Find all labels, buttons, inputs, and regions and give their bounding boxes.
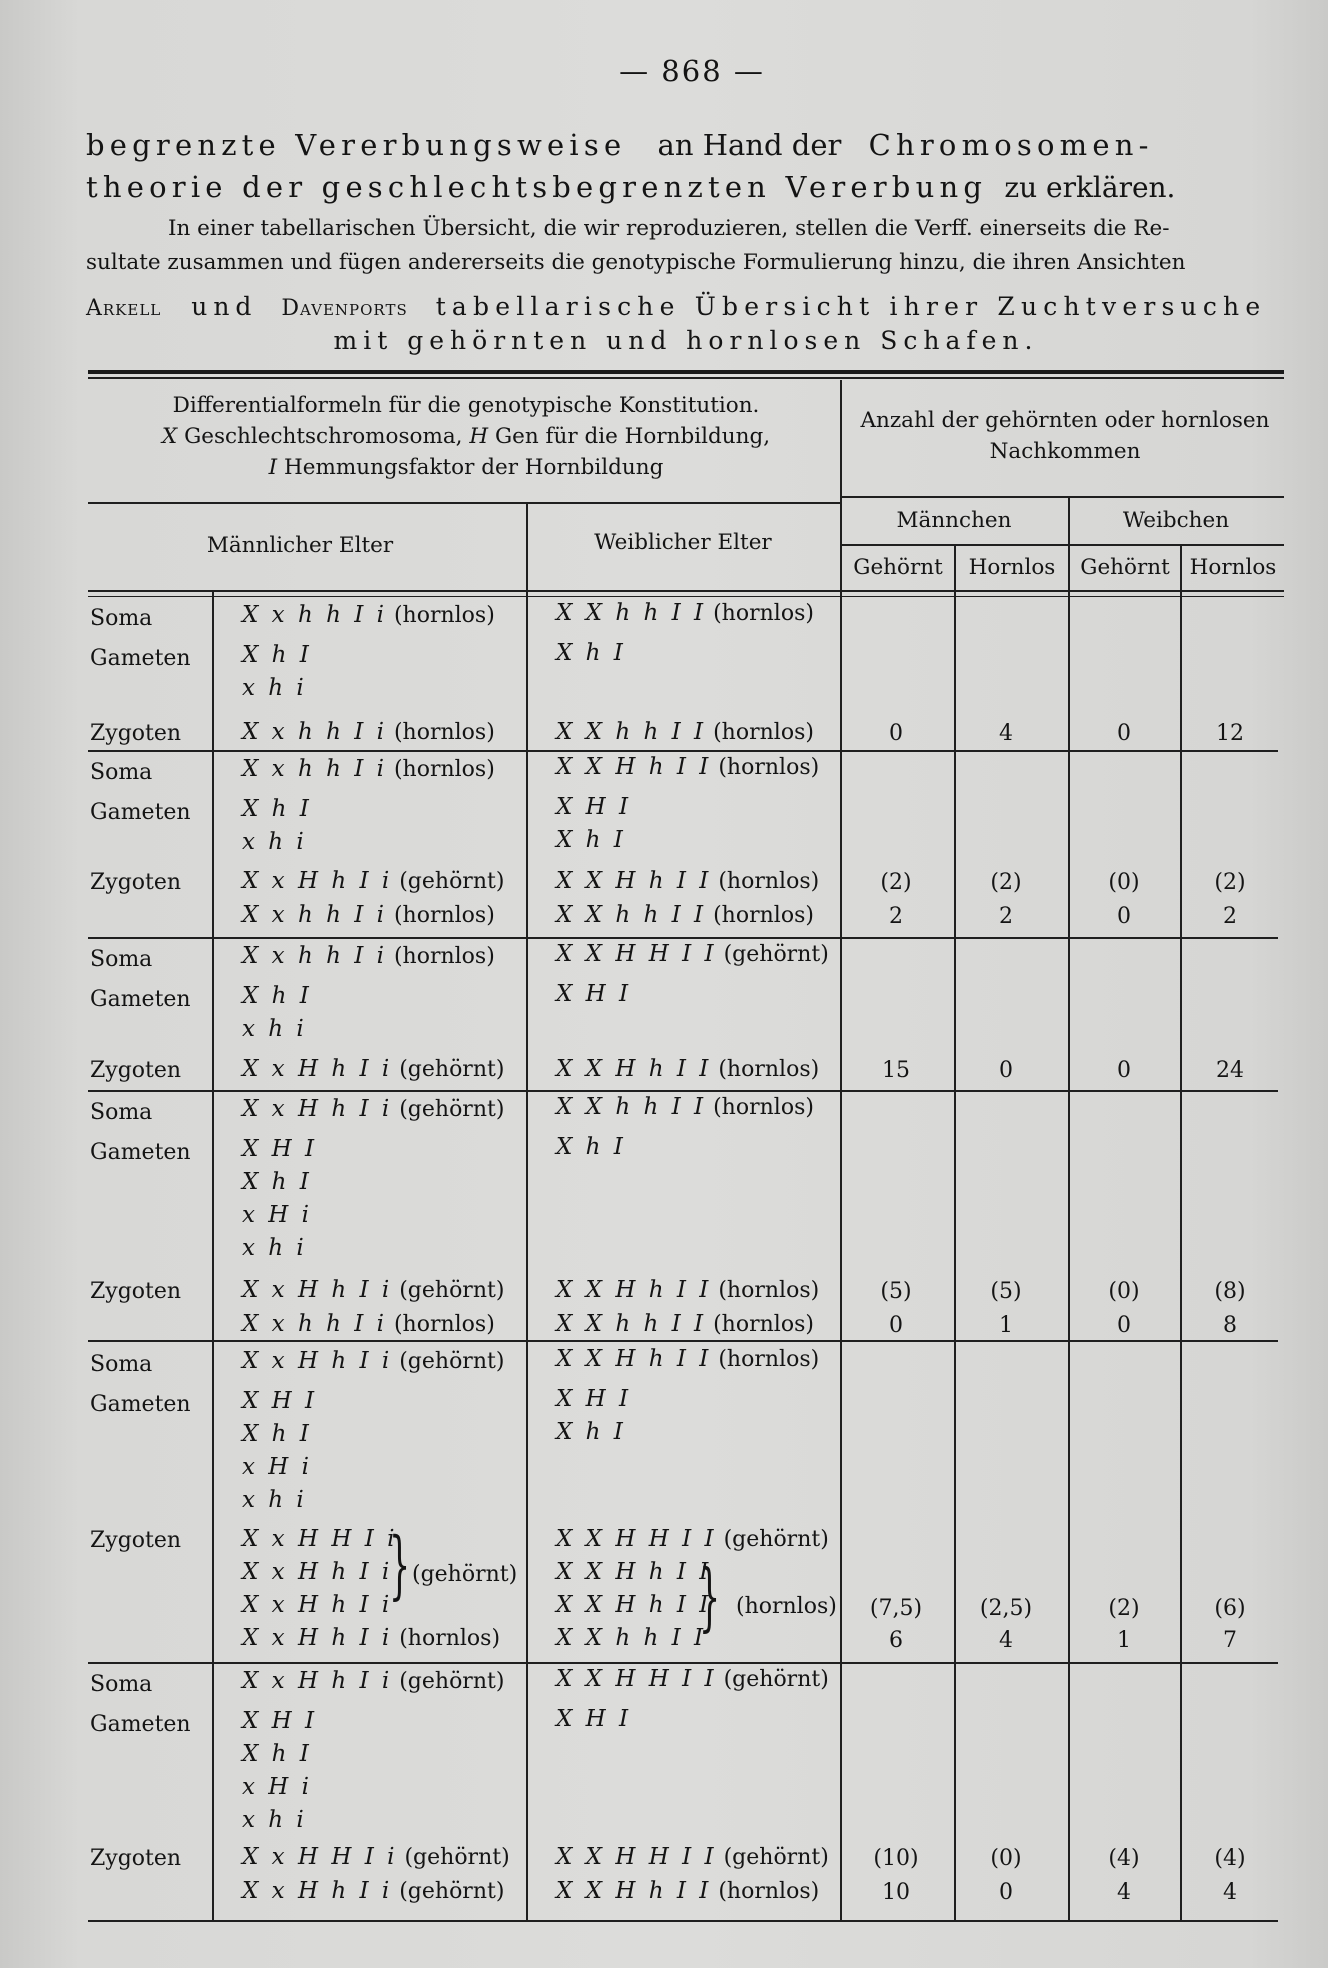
genotype-formula: X x H h I i (242, 1348, 393, 1374)
row-label-gameten: Gameten (90, 987, 191, 1012)
brace-icon: } (698, 1554, 721, 1640)
offspring-count: (0) (1108, 1279, 1140, 1304)
col-divider (1068, 498, 1070, 1920)
genotype-formula: X h I (556, 1419, 626, 1445)
offspring-count: (6) (1214, 1596, 1246, 1621)
genotype-formula: x h i (242, 1016, 307, 1042)
phenotype-label: (gehörnt) (392, 869, 505, 894)
genotype-formula: X X H h I I (556, 1277, 712, 1303)
phenotype-label: (hornlos) (711, 755, 820, 780)
phenotype-label: (gehörnt) (412, 1562, 518, 1587)
male-gamete (242, 1134, 317, 1165)
phenotype-label: (hornlos) (386, 757, 495, 782)
male-zygote (242, 1524, 397, 1555)
phenotype-label: (hornlos) (706, 903, 814, 928)
genotype-formula: X x h h I i (242, 719, 387, 745)
row-label-gameten: Gameten (90, 1392, 191, 1417)
male-gamete (242, 1452, 312, 1483)
male-gamete (242, 1485, 307, 1516)
female-zygote (556, 1275, 819, 1306)
female-zygote (556, 1623, 706, 1654)
genotype-formula: X x h h I i (242, 1311, 387, 1337)
phenotype-label: (gehörnt) (716, 942, 829, 967)
offspring-count: (2) (1108, 1596, 1140, 1621)
genotype-formula: X H I (242, 1388, 318, 1414)
anzahl-header: Anzahl der gehörnten oder hornlosen Nachkommen (860, 408, 1270, 464)
female-zygote (556, 866, 819, 897)
row-label-zygoten: Zygoten (90, 721, 182, 746)
maennlicher-elter-header: Männlicher Elter (206, 533, 394, 558)
genotype-formula: X x H h I i (242, 1096, 393, 1122)
phenotype-label: (hornlos) (736, 1594, 837, 1619)
genotype-formula: X h I (242, 642, 312, 668)
row-label-zygoten: Zygoten (90, 1846, 182, 1871)
gehoernt-w-header: Gehörnt (1080, 555, 1170, 580)
female-gamete (556, 825, 626, 856)
intro-line-4: sultate zusammen und fügen andererseits die genotypische Formulierung hinzu, die ihren Ansichten (86, 250, 1186, 275)
female-zygote (556, 1876, 819, 1907)
genotype-formula: X x H H I i (242, 1844, 398, 1870)
row-label-gameten: Gameten (90, 800, 191, 825)
genotype-formula: X x H h I i (242, 1668, 393, 1694)
hornlos-w-header: Hornlos (1189, 555, 1277, 580)
offspring-count: 0 (999, 1880, 1013, 1905)
genotype-formula: X H I (242, 1708, 318, 1734)
header-rule (88, 590, 1284, 592)
brace-icon: } (388, 1522, 411, 1608)
female-gamete (556, 1132, 626, 1163)
genotype-formula: X x H h I i (242, 1625, 393, 1651)
genotype-formula: X X H H I I (556, 941, 717, 967)
male-gamete (242, 1386, 317, 1417)
male-gamete (242, 1419, 312, 1450)
phenotype-label: (gehörnt) (392, 1349, 505, 1374)
phenotype-label: (hornlos) (386, 720, 495, 745)
row-label-soma: Soma (90, 947, 153, 972)
col-divider (840, 380, 842, 1920)
phenotype-label: (hornlos) (392, 1626, 501, 1651)
offspring-count: 7 (1223, 1628, 1237, 1653)
row-label-gameten: Gameten (90, 1712, 191, 1737)
genotype-formula: X X H H I I (556, 1844, 717, 1870)
offspring-count: 1 (1117, 1628, 1131, 1653)
genotype-formula: x H i (242, 1774, 313, 1800)
offspring-count: 8 (1223, 1313, 1237, 1338)
offspring-count: 0 (889, 721, 903, 746)
legend-text: Geschlechtschromosoma, (184, 424, 463, 449)
genotype-formula: X X H h I I (556, 1056, 712, 1082)
female-gamete (556, 1417, 626, 1448)
caption-text: und (191, 292, 258, 321)
genotype-formula: X X H H I I (556, 1666, 717, 1692)
offspring-count: (7,5) (869, 1596, 923, 1621)
male-soma (242, 1346, 504, 1377)
male-gamete (242, 673, 307, 704)
female-gamete (556, 1704, 631, 1735)
female-gamete (556, 979, 631, 1010)
row-label-soma: Soma (90, 1672, 153, 1697)
phenotype-label: (hornlos) (386, 603, 495, 628)
offspring-count: 4 (999, 1628, 1013, 1653)
genotype-formula: X x h h I i (242, 902, 387, 928)
offspring-count: 24 (1216, 1058, 1244, 1083)
offspring-count: 0 (1117, 1058, 1131, 1083)
phenotype-label: (hornlos) (711, 1879, 820, 1904)
genotype-formula: X X H h I I (556, 868, 712, 894)
offspring-count: 6 (889, 1628, 903, 1653)
male-zygote (242, 1876, 504, 1907)
phenotype-label: (gehörnt) (716, 1527, 829, 1552)
phenotype-label: (hornlos) (706, 1312, 814, 1337)
offspring-count: (10) (873, 1846, 919, 1871)
phenotype-label: (hornlos) (386, 1312, 495, 1337)
formula-legend-line (96, 452, 836, 483)
phenotype-label: (hornlos) (711, 869, 820, 894)
genotype-formula: X X h h I I (556, 719, 707, 745)
genotype-formula: X x h h I i (242, 602, 387, 628)
maennchen-header: Männchen (896, 508, 1012, 533)
offspring-count: (2) (1214, 870, 1246, 895)
offspring-count: 12 (1216, 721, 1244, 746)
caption-text: mit gehörnten und hornlosen Schafen. (333, 326, 1039, 355)
symbol: H (469, 424, 489, 449)
male-gamete (242, 1014, 307, 1045)
genotype-formula: X h I (556, 827, 626, 853)
offspring-count: 2 (999, 904, 1013, 929)
genotype-formula: x H i (242, 1454, 313, 1480)
genotype-formula: X H I (556, 794, 632, 820)
table-top-rule (88, 370, 1284, 374)
offspring-count: (0) (1108, 870, 1140, 895)
female-gamete (556, 1384, 631, 1415)
male-zygote (242, 866, 504, 897)
intro-text: an Hand der (657, 128, 842, 162)
male-zygote (242, 717, 495, 748)
phenotype-label: (gehörnt) (392, 1097, 505, 1122)
genotype-formula: x h i (242, 829, 307, 855)
phenotype-label: (gehörnt) (392, 1057, 505, 1082)
row-label-zygoten: Zygoten (90, 1279, 182, 1304)
row-label-gameten: Gameten (90, 1140, 191, 1165)
male-zygote (242, 1590, 392, 1621)
table-bottom-rule (88, 1920, 1278, 1922)
genotype-formula: X h I (556, 1134, 626, 1160)
male-gamete (242, 640, 312, 671)
male-gamete (242, 827, 307, 858)
page-number: — 868 — (619, 54, 765, 88)
col-divider (212, 592, 214, 1920)
row-label-zygoten: Zygoten (90, 1058, 182, 1083)
male-zygote (242, 1557, 392, 1588)
genotype-formula: x h i (242, 675, 307, 701)
male-gamete (242, 1706, 317, 1737)
formula-legend (96, 390, 836, 483)
row-label-zygoten: Zygoten (90, 870, 182, 895)
offspring-count: 0 (1117, 1313, 1131, 1338)
group-rule (88, 1340, 1278, 1342)
male-soma (242, 1094, 504, 1125)
intro-line-1 (86, 128, 1286, 162)
genotype-formula: X X h h I I (556, 600, 707, 626)
offspring-count: (2) (880, 870, 912, 895)
offspring-count: 15 (882, 1058, 910, 1083)
hornlos-m-header: Hornlos (968, 555, 1056, 580)
offspring-count: (2,5) (979, 1596, 1033, 1621)
offspring-count: (4) (1214, 1846, 1246, 1871)
phenotype-label: (hornlos) (386, 944, 495, 969)
genotype-formula: X x h h I i (242, 943, 387, 969)
row-label-soma: Soma (90, 1352, 153, 1377)
genotype-formula: X h I (242, 1421, 312, 1447)
table-caption-line-2 (86, 326, 1286, 355)
row-label-soma: Soma (90, 1100, 153, 1125)
genotype-formula: X x H h I i (242, 868, 393, 894)
female-soma (556, 1664, 829, 1695)
genotype-formula: X X h h I I (556, 1094, 707, 1120)
offspring-count: 2 (1223, 904, 1237, 929)
genotype-formula: x h i (242, 1807, 307, 1833)
offspring-count: 10 (882, 1880, 910, 1905)
phenotype-label: (gehörnt) (392, 1879, 505, 1904)
phenotype-label: (gehörnt) (397, 1845, 510, 1870)
female-zygote (556, 1557, 711, 1588)
genotype-formula: X h I (242, 796, 312, 822)
header-rule (840, 496, 1284, 498)
genotype-formula: X X H h I I (556, 754, 712, 780)
row-label-gameten: Gameten (90, 646, 191, 671)
male-soma (242, 754, 495, 785)
genotype-formula: X x H h I i (242, 1559, 393, 1585)
female-soma (556, 1344, 819, 1375)
phenotype-label: (gehörnt) (392, 1669, 505, 1694)
genotype-formula: X x H h I i (242, 1056, 393, 1082)
genotype-formula: X x H h I i (242, 1592, 393, 1618)
phenotype-label: (hornlos) (706, 720, 814, 745)
female-zygote (556, 717, 814, 748)
offspring-count: (8) (1214, 1279, 1246, 1304)
intro-text: Chromosomen- (868, 128, 1154, 162)
genotype-formula: X x H H I i (242, 1526, 398, 1552)
offspring-count: (5) (990, 1279, 1022, 1304)
intro-line-3: In einer tabellarischen Übersicht, die wir reproduzieren, stellen die Verff. einerseits die Re- (168, 216, 1170, 241)
intro-text: theorie der geschlechtsbegrenzten Vererbung (86, 170, 988, 204)
genotype-formula: X H I (556, 1706, 632, 1732)
female-zygote (556, 1054, 819, 1085)
genotype-formula: x H i (242, 1202, 313, 1228)
intro-line-2 (86, 170, 1286, 204)
genotype-formula: x h i (242, 1235, 307, 1261)
female-zygote (556, 1524, 829, 1555)
male-zygote (242, 1623, 500, 1654)
genotype-formula: X h I (556, 640, 626, 666)
male-zygote (242, 1842, 510, 1873)
phenotype-label: (hornlos) (386, 903, 495, 928)
male-zygote (242, 1054, 504, 1085)
female-zygote (556, 900, 814, 931)
female-soma (556, 598, 814, 629)
genotype-formula: X X h h I I (556, 902, 707, 928)
offspring-count: 4 (999, 721, 1013, 746)
male-gamete (242, 1805, 307, 1836)
male-gamete (242, 1200, 312, 1231)
genotype-formula: X X H h I I (556, 1592, 712, 1618)
female-soma (556, 752, 819, 783)
phenotype-label: (gehörnt) (716, 1667, 829, 1692)
male-soma (242, 1666, 504, 1697)
legend-text: Hemmungsfaktor der Hornbildung (283, 455, 664, 480)
female-soma (556, 1092, 814, 1123)
offspring-count: 0 (999, 1058, 1013, 1083)
female-zygote (556, 1590, 711, 1621)
weiblicher-elter-header: Weiblicher Elter (594, 530, 772, 555)
genotype-formula: X h I (242, 1169, 312, 1195)
header-rule (88, 596, 1284, 597)
offspring-count: 0 (1117, 721, 1131, 746)
weibchen-header: Weibchen (1122, 508, 1230, 533)
genotype-formula: X h I (242, 1741, 312, 1767)
offspring-count: (4) (1108, 1846, 1140, 1871)
genotype-formula: X x H h I i (242, 1277, 393, 1303)
offspring-count: 4 (1223, 1880, 1237, 1905)
male-soma (242, 941, 495, 972)
genotype-formula: X X H H I I (556, 1526, 717, 1552)
male-zygote (242, 1309, 495, 1340)
symbol: I (268, 455, 278, 480)
genotype-formula: X H I (556, 1386, 632, 1412)
row-label-soma: Soma (90, 760, 153, 785)
male-zygote (242, 1275, 504, 1306)
phenotype-label: (hornlos) (706, 1095, 814, 1120)
male-zygote (242, 900, 495, 931)
intro-text: zu erklären. (1004, 171, 1176, 204)
male-gamete (242, 794, 312, 825)
table-top-rule-thin (88, 377, 1284, 379)
offspring-count: 0 (1117, 904, 1131, 929)
phenotype-label: (hornlos) (711, 1278, 820, 1303)
genotype-formula: X X h h I I (556, 1311, 707, 1337)
male-gamete (242, 1233, 307, 1264)
genotype-formula: X X H h I I (556, 1559, 712, 1585)
genotype-formula: X h I (242, 983, 312, 1009)
phenotype-label: (hornlos) (711, 1347, 820, 1372)
row-label-soma: Soma (90, 606, 153, 631)
offspring-count: (0) (990, 1846, 1022, 1871)
author-name: Arkell (86, 296, 162, 321)
genotype-formula: x h i (242, 1487, 307, 1513)
offspring-count: 2 (889, 904, 903, 929)
author-name: Davenports (281, 296, 408, 321)
formula-legend-line (96, 421, 836, 452)
caption-text: tabellarische Übersicht ihrer Zuchtversuche (435, 292, 1267, 321)
offspring-count: 0 (889, 1313, 903, 1338)
intro-text: begrenzte Vererbungsweise (86, 128, 627, 162)
genotype-formula: X x h h I i (242, 756, 387, 782)
genotype-formula: X X H h I I (556, 1346, 712, 1372)
genotype-formula: X X H h I I (556, 1878, 712, 1904)
genotype-formula: X X h h I I (556, 1625, 707, 1651)
female-gamete (556, 638, 626, 669)
genotype-formula: X H I (556, 981, 632, 1007)
female-zygote (556, 1842, 829, 1873)
female-soma (556, 939, 829, 970)
phenotype-label: (gehörnt) (392, 1278, 505, 1303)
male-gamete (242, 1772, 312, 1803)
offspring-count: (2) (990, 870, 1022, 895)
symbol: X (161, 424, 178, 449)
row-label-zygoten: Zygoten (90, 1528, 182, 1553)
male-soma (242, 600, 495, 631)
genotype-formula: X x H h I i (242, 1878, 393, 1904)
phenotype-label: (hornlos) (706, 601, 814, 626)
offspring-count: 4 (1117, 1880, 1131, 1905)
male-gamete (242, 1739, 312, 1770)
col-divider (526, 502, 528, 1920)
female-gamete (556, 792, 631, 823)
phenotype-label: (gehörnt) (716, 1845, 829, 1870)
offspring-count: (5) (880, 1279, 912, 1304)
header-rule (840, 544, 1284, 546)
offspring-count: 1 (999, 1313, 1013, 1338)
male-gamete (242, 1167, 312, 1198)
gehoernt-m-header: Gehörnt (853, 555, 943, 580)
genotype-formula: X H I (242, 1136, 318, 1162)
male-gamete (242, 981, 312, 1012)
formula-legend-line: Differentialformeln für die genotypische Konstitution. (172, 393, 760, 418)
female-zygote (556, 1309, 814, 1340)
table-caption-line-1 (86, 292, 1286, 321)
header-rule (88, 502, 840, 504)
legend-text: Gen für die Hornbildung, (494, 424, 771, 449)
phenotype-label: (hornlos) (711, 1057, 820, 1082)
